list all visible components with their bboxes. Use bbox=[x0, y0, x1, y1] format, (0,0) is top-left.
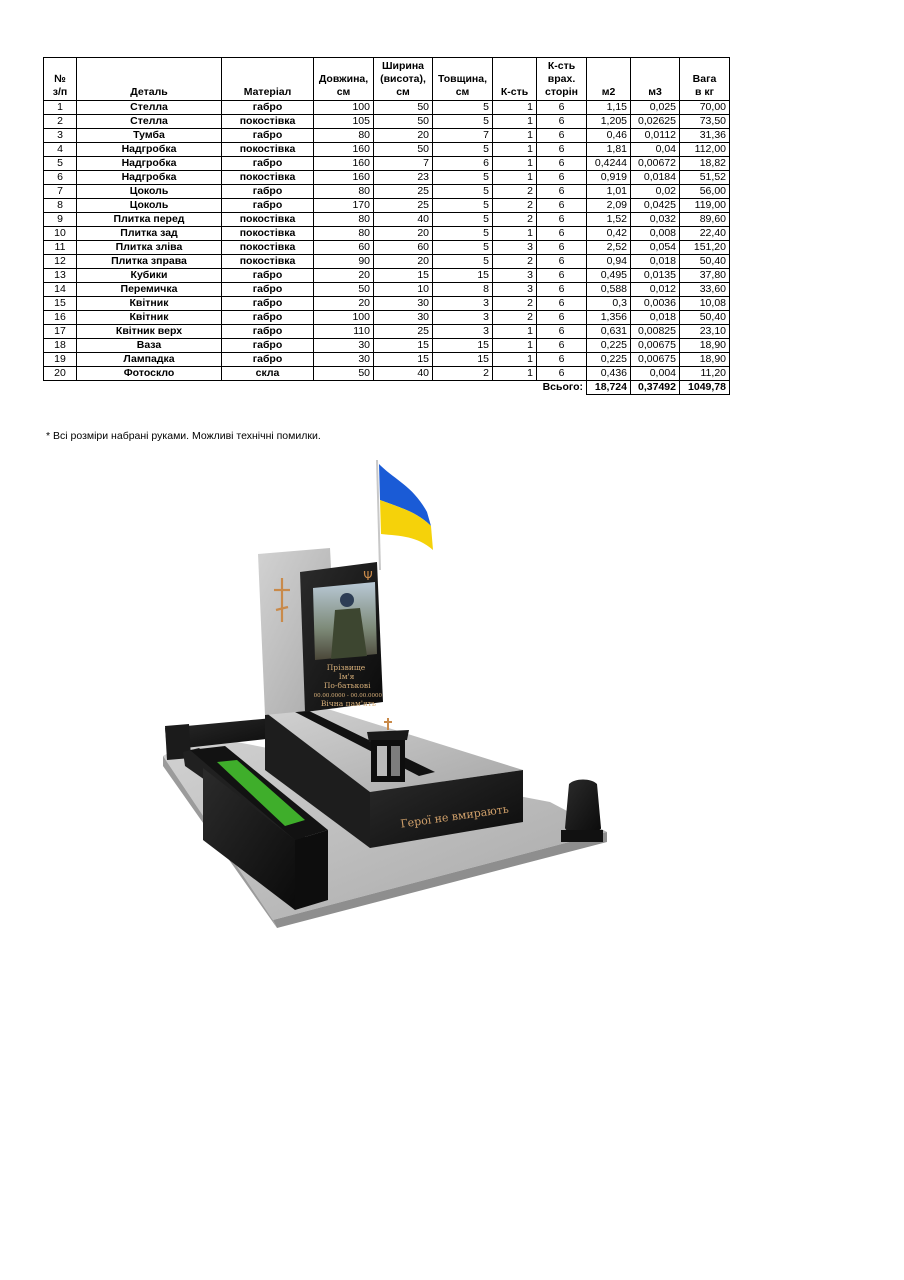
cell-thickness: 15 bbox=[433, 353, 493, 367]
header-line: Довжина, bbox=[318, 73, 369, 85]
cell-detail: Надгробка bbox=[77, 157, 222, 171]
cell-num: 11 bbox=[44, 241, 77, 255]
cell-width: 25 bbox=[374, 325, 433, 339]
cell-thickness: 8 bbox=[433, 283, 493, 297]
cell-length: 160 bbox=[314, 171, 374, 185]
cell-width: 40 bbox=[374, 367, 433, 381]
header-width bbox=[374, 58, 433, 101]
cell-length: 80 bbox=[314, 185, 374, 199]
table-row bbox=[44, 353, 730, 367]
cell-qty: 1 bbox=[493, 339, 537, 353]
cell-width: 50 bbox=[374, 115, 433, 129]
trident-icon: Ψ bbox=[363, 569, 373, 583]
cell-qty: 1 bbox=[493, 171, 537, 185]
tomb-inscription: Герої не вмирають bbox=[399, 802, 510, 831]
cell-m3: 0,02 bbox=[631, 185, 680, 199]
cell-m3: 0,0425 bbox=[631, 199, 680, 213]
table-row bbox=[44, 269, 730, 283]
header-line: сторін bbox=[545, 86, 578, 98]
header-detail bbox=[77, 58, 222, 101]
cell-num: 13 bbox=[44, 269, 77, 283]
cell-qty: 2 bbox=[493, 213, 537, 227]
cell-qty: 1 bbox=[493, 367, 537, 381]
cell-m3: 0,018 bbox=[631, 255, 680, 269]
cell-material: скла bbox=[222, 367, 314, 381]
cell-detail: Стелла bbox=[77, 115, 222, 129]
cell-sides: 6 bbox=[537, 311, 587, 325]
cell-qty: 2 bbox=[493, 255, 537, 269]
cell-thickness: 5 bbox=[433, 171, 493, 185]
cell-qty: 1 bbox=[493, 157, 537, 171]
cell-width: 25 bbox=[374, 185, 433, 199]
table-row bbox=[44, 213, 730, 227]
cell-sides: 6 bbox=[537, 283, 587, 297]
memorial-render bbox=[155, 450, 625, 940]
cell-width: 15 bbox=[374, 353, 433, 367]
cell-weight: 37,80 bbox=[680, 269, 730, 283]
cell-thickness: 5 bbox=[433, 115, 493, 129]
cell-thickness: 3 bbox=[433, 325, 493, 339]
header-weight bbox=[680, 58, 730, 101]
cell-num: 20 bbox=[44, 367, 77, 381]
cell-weight: 89,60 bbox=[680, 213, 730, 227]
total-label: Всього: bbox=[542, 381, 583, 394]
cell-num: 6 bbox=[44, 171, 77, 185]
cell-m2: 2,52 bbox=[587, 241, 631, 255]
header-line: Вага bbox=[692, 73, 717, 85]
table-row bbox=[44, 185, 730, 199]
cell-length: 100 bbox=[314, 311, 374, 325]
cell-sides: 6 bbox=[537, 325, 587, 339]
cell-length: 170 bbox=[314, 199, 374, 213]
header-line: (висота), bbox=[380, 73, 426, 85]
cell-thickness: 5 bbox=[433, 185, 493, 199]
cell-m2: 1,01 bbox=[587, 185, 631, 199]
header-length bbox=[314, 58, 374, 101]
cell-m3: 0,02625 bbox=[631, 115, 680, 129]
cell-m2: 0,42 bbox=[587, 227, 631, 241]
cell-sides: 6 bbox=[537, 185, 587, 199]
cell-m2: 0,225 bbox=[587, 353, 631, 367]
cell-m3: 0,0036 bbox=[631, 297, 680, 311]
cell-qty: 1 bbox=[493, 227, 537, 241]
cell-m3: 0,008 bbox=[631, 227, 680, 241]
plaque-line: Ім'я bbox=[338, 672, 355, 681]
header-line: Матеріал bbox=[243, 86, 292, 98]
cell-sides: 6 bbox=[537, 101, 587, 115]
header-line: № bbox=[54, 73, 66, 85]
header-line: врах. bbox=[547, 73, 576, 85]
cell-thickness: 5 bbox=[433, 241, 493, 255]
cell-qty: 2 bbox=[493, 185, 537, 199]
header-thickness bbox=[433, 58, 493, 101]
cell-sides: 6 bbox=[537, 199, 587, 213]
cell-detail: Перемичка bbox=[77, 283, 222, 297]
cell-sides: 6 bbox=[537, 241, 587, 255]
cell-length: 100 bbox=[314, 101, 374, 115]
cell-thickness: 5 bbox=[433, 227, 493, 241]
cell-detail: Фотоскло bbox=[77, 367, 222, 381]
cell-weight: 23,10 bbox=[680, 325, 730, 339]
cell-width: 40 bbox=[374, 213, 433, 227]
cell-detail: Тумба bbox=[77, 129, 222, 143]
header-sides bbox=[537, 58, 587, 101]
cell-material: покостівка bbox=[222, 227, 314, 241]
cell-m3: 0,0135 bbox=[631, 269, 680, 283]
cell-m3: 0,004 bbox=[631, 367, 680, 381]
cell-detail: Квітник верх bbox=[77, 325, 222, 339]
cell-length: 110 bbox=[314, 325, 374, 339]
cell-thickness: 5 bbox=[433, 143, 493, 157]
cell-m2: 1,205 bbox=[587, 115, 631, 129]
plaque-line: Вічна пам'ять bbox=[320, 699, 376, 708]
cell-qty: 1 bbox=[493, 325, 537, 339]
cell-m2: 0,225 bbox=[587, 339, 631, 353]
total-weight: 1049,78 bbox=[680, 381, 730, 395]
header-line: К-сть bbox=[500, 86, 529, 98]
cell-weight: 51,52 bbox=[680, 171, 730, 185]
table-row bbox=[44, 157, 730, 171]
cell-detail: Стелла bbox=[77, 101, 222, 115]
cell-material: габро bbox=[222, 325, 314, 339]
flower-bed-side bbox=[295, 830, 328, 910]
cell-m3: 0,00675 bbox=[631, 339, 680, 353]
total-m3: 0,37492 bbox=[631, 381, 680, 395]
total-row bbox=[44, 381, 730, 395]
cell-thickness: 5 bbox=[433, 101, 493, 115]
cell-width: 20 bbox=[374, 227, 433, 241]
header-line: см bbox=[336, 86, 351, 98]
cell-m2: 0,919 bbox=[587, 171, 631, 185]
cell-m3: 0,04 bbox=[631, 143, 680, 157]
table-row bbox=[44, 143, 730, 157]
cell-m2: 1,356 bbox=[587, 311, 631, 325]
cell-qty: 2 bbox=[493, 311, 537, 325]
cell-length: 160 bbox=[314, 143, 374, 157]
footnote: * Всі розміри набрані руками. Можливі технічні помилки. bbox=[46, 430, 321, 442]
cell-length: 80 bbox=[314, 227, 374, 241]
cell-material: габро bbox=[222, 339, 314, 353]
cell-num: 12 bbox=[44, 255, 77, 269]
cell-length: 50 bbox=[314, 283, 374, 297]
cell-num: 2 bbox=[44, 115, 77, 129]
header-line: м2 bbox=[601, 86, 616, 98]
cell-weight: 50,40 bbox=[680, 311, 730, 325]
cell-sides: 6 bbox=[537, 227, 587, 241]
cell-material: покостівка bbox=[222, 171, 314, 185]
cell-weight: 11,20 bbox=[680, 367, 730, 381]
cell-detail: Плитка зліва bbox=[77, 241, 222, 255]
cell-weight: 119,00 bbox=[680, 199, 730, 213]
cell-material: покостівка bbox=[222, 115, 314, 129]
cell-sides: 6 bbox=[537, 115, 587, 129]
cell-weight: 70,00 bbox=[680, 101, 730, 115]
cell-detail: Плитка перед bbox=[77, 213, 222, 227]
cell-sides: 6 bbox=[537, 269, 587, 283]
cell-m2: 0,46 bbox=[587, 129, 631, 143]
table-row bbox=[44, 325, 730, 339]
cell-thickness: 3 bbox=[433, 311, 493, 325]
cell-length: 30 bbox=[314, 353, 374, 367]
cell-num: 16 bbox=[44, 311, 77, 325]
total-m2: 18,724 bbox=[587, 381, 631, 395]
cell-m2: 1,15 bbox=[587, 101, 631, 115]
table-row bbox=[44, 115, 730, 129]
cell-weight: 50,40 bbox=[680, 255, 730, 269]
cell-m2: 0,436 bbox=[587, 367, 631, 381]
cell-num: 3 bbox=[44, 129, 77, 143]
cell-num: 9 bbox=[44, 213, 77, 227]
cell-width: 10 bbox=[374, 283, 433, 297]
cell-sides: 6 bbox=[537, 367, 587, 381]
cell-num: 1 bbox=[44, 101, 77, 115]
specification-table bbox=[43, 57, 730, 395]
cell-detail: Лампадка bbox=[77, 353, 222, 367]
cell-qty: 2 bbox=[493, 199, 537, 213]
cell-m3: 0,032 bbox=[631, 213, 680, 227]
cell-sides: 6 bbox=[537, 143, 587, 157]
cell-length: 20 bbox=[314, 269, 374, 283]
cell-material: габро bbox=[222, 101, 314, 115]
cell-material: габро bbox=[222, 311, 314, 325]
cell-thickness: 7 bbox=[433, 129, 493, 143]
header-line: з/п bbox=[52, 86, 68, 98]
cell-qty: 1 bbox=[493, 143, 537, 157]
cell-detail: Квітник bbox=[77, 297, 222, 311]
cell-width: 60 bbox=[374, 241, 433, 255]
cell-m3: 0,012 bbox=[631, 283, 680, 297]
cell-detail: Надгробка bbox=[77, 143, 222, 157]
cell-width: 25 bbox=[374, 199, 433, 213]
header-num bbox=[44, 58, 77, 101]
cell-m2: 0,3 bbox=[587, 297, 631, 311]
cell-num: 15 bbox=[44, 297, 77, 311]
header-line: Товщина, bbox=[437, 73, 488, 85]
cell-material: габро bbox=[222, 269, 314, 283]
cell-m2: 0,495 bbox=[587, 269, 631, 283]
cell-m3: 0,054 bbox=[631, 241, 680, 255]
cell-material: габро bbox=[222, 353, 314, 367]
cell-material: габро bbox=[222, 297, 314, 311]
cell-weight: 22,40 bbox=[680, 227, 730, 241]
cell-num: 18 bbox=[44, 339, 77, 353]
cell-thickness: 5 bbox=[433, 255, 493, 269]
cell-length: 105 bbox=[314, 115, 374, 129]
table-row bbox=[44, 129, 730, 143]
cell-qty: 3 bbox=[493, 283, 537, 297]
cell-thickness: 6 bbox=[433, 157, 493, 171]
table-row bbox=[44, 171, 730, 185]
cell-m2: 0,4244 bbox=[587, 157, 631, 171]
table-header bbox=[44, 58, 730, 101]
cell-num: 10 bbox=[44, 227, 77, 241]
cell-sides: 6 bbox=[537, 171, 587, 185]
cell-m3: 0,018 bbox=[631, 311, 680, 325]
cell-length: 80 bbox=[314, 129, 374, 143]
cell-qty: 3 bbox=[493, 241, 537, 255]
cell-length: 60 bbox=[314, 241, 374, 255]
cell-m2: 0,588 bbox=[587, 283, 631, 297]
cell-weight: 151,20 bbox=[680, 241, 730, 255]
portrait-figure-head bbox=[340, 593, 354, 607]
header-material bbox=[222, 58, 314, 101]
cell-sides: 6 bbox=[537, 213, 587, 227]
cell-material: габро bbox=[222, 157, 314, 171]
cell-material: покостівка bbox=[222, 213, 314, 227]
cell-material: габро bbox=[222, 129, 314, 143]
cell-width: 7 bbox=[374, 157, 433, 171]
header-line: Деталь bbox=[130, 86, 168, 98]
cell-m2: 1,52 bbox=[587, 213, 631, 227]
cell-weight: 18,90 bbox=[680, 339, 730, 353]
cell-sides: 6 bbox=[537, 353, 587, 367]
cell-width: 23 bbox=[374, 171, 433, 185]
cell-width: 20 bbox=[374, 255, 433, 269]
cell-m3: 0,0112 bbox=[631, 129, 680, 143]
cell-m3: 0,0184 bbox=[631, 171, 680, 185]
cell-m3: 0,00825 bbox=[631, 325, 680, 339]
cell-thickness: 15 bbox=[433, 269, 493, 283]
header-line: в кг bbox=[694, 86, 714, 98]
cell-qty: 1 bbox=[493, 101, 537, 115]
table-row bbox=[44, 339, 730, 353]
cell-sides: 6 bbox=[537, 255, 587, 269]
cell-qty: 1 bbox=[493, 115, 537, 129]
cell-num: 4 bbox=[44, 143, 77, 157]
cell-thickness: 5 bbox=[433, 199, 493, 213]
cell-detail: Ваза bbox=[77, 339, 222, 353]
cell-qty: 1 bbox=[493, 353, 537, 367]
cell-detail: Надгробка bbox=[77, 171, 222, 185]
cell-detail: Кубики bbox=[77, 269, 222, 283]
cell-weight: 33,60 bbox=[680, 283, 730, 297]
cell-width: 50 bbox=[374, 101, 433, 115]
cell-m3: 0,025 bbox=[631, 101, 680, 115]
cell-material: габро bbox=[222, 185, 314, 199]
cell-m2: 0,94 bbox=[587, 255, 631, 269]
table-row bbox=[44, 283, 730, 297]
table-row bbox=[44, 255, 730, 269]
cell-width: 20 bbox=[374, 129, 433, 143]
cell-qty: 1 bbox=[493, 129, 537, 143]
cell-material: покостівка bbox=[222, 143, 314, 157]
header-m2 bbox=[587, 58, 631, 101]
header-m3 bbox=[631, 58, 680, 101]
header-line: Ширина bbox=[381, 60, 425, 72]
table-row bbox=[44, 199, 730, 213]
table-row bbox=[44, 227, 730, 241]
cell-weight: 56,00 bbox=[680, 185, 730, 199]
cell-width: 15 bbox=[374, 339, 433, 353]
cell-weight: 18,90 bbox=[680, 353, 730, 367]
cell-length: 20 bbox=[314, 297, 374, 311]
table-row bbox=[44, 311, 730, 325]
cell-material: габро bbox=[222, 199, 314, 213]
cell-m2: 2,09 bbox=[587, 199, 631, 213]
cell-width: 50 bbox=[374, 143, 433, 157]
cell-sides: 6 bbox=[537, 129, 587, 143]
cell-num: 14 bbox=[44, 283, 77, 297]
cell-weight: 18,82 bbox=[680, 157, 730, 171]
cell-m3: 0,00672 bbox=[631, 157, 680, 171]
cell-length: 30 bbox=[314, 339, 374, 353]
header-qty bbox=[493, 58, 537, 101]
cell-detail: Плитка зправа bbox=[77, 255, 222, 269]
cell-num: 7 bbox=[44, 185, 77, 199]
table-body bbox=[44, 101, 730, 381]
cell-weight: 10,08 bbox=[680, 297, 730, 311]
cell-thickness: 3 bbox=[433, 297, 493, 311]
header-line: К-сть bbox=[547, 60, 576, 72]
cell-num: 8 bbox=[44, 199, 77, 213]
cell-width: 30 bbox=[374, 311, 433, 325]
cell-weight: 73,50 bbox=[680, 115, 730, 129]
cell-material: габро bbox=[222, 283, 314, 297]
cell-sides: 6 bbox=[537, 157, 587, 171]
cell-width: 30 bbox=[374, 297, 433, 311]
cell-material: покостівка bbox=[222, 241, 314, 255]
cell-material: покостівка bbox=[222, 255, 314, 269]
cell-m2: 1,81 bbox=[587, 143, 631, 157]
cell-weight: 31,36 bbox=[680, 129, 730, 143]
cell-qty: 3 bbox=[493, 269, 537, 283]
table-row bbox=[44, 241, 730, 255]
cell-num: 19 bbox=[44, 353, 77, 367]
plaque-line: 00.00.0000 - 00.00.0000 bbox=[313, 693, 382, 699]
cell-thickness: 5 bbox=[433, 213, 493, 227]
table-row bbox=[44, 297, 730, 311]
cell-thickness: 2 bbox=[433, 367, 493, 381]
cell-detail: Квітник bbox=[77, 311, 222, 325]
cell-num: 5 bbox=[44, 157, 77, 171]
cell-width: 15 bbox=[374, 269, 433, 283]
table-row bbox=[44, 101, 730, 115]
plaque-line: По-батькові bbox=[323, 681, 371, 690]
cell-num: 17 bbox=[44, 325, 77, 339]
cell-sides: 6 bbox=[537, 339, 587, 353]
cell-length: 50 bbox=[314, 367, 374, 381]
cell-detail: Плитка зад bbox=[77, 227, 222, 241]
cell-length: 160 bbox=[314, 157, 374, 171]
cell-thickness: 15 bbox=[433, 339, 493, 353]
vase bbox=[561, 780, 603, 843]
cell-sides: 6 bbox=[537, 297, 587, 311]
cell-detail: Цоколь bbox=[77, 185, 222, 199]
cell-length: 80 bbox=[314, 213, 374, 227]
cell-weight: 112,00 bbox=[680, 143, 730, 157]
cell-m3: 0,00675 bbox=[631, 353, 680, 367]
plaque-line: Прізвище bbox=[326, 663, 366, 672]
header-line: см bbox=[396, 86, 410, 98]
header-line: м3 bbox=[648, 86, 662, 98]
table-row bbox=[44, 367, 730, 381]
header-line: см bbox=[455, 86, 470, 98]
cell-qty: 2 bbox=[493, 297, 537, 311]
cell-m2: 0,631 bbox=[587, 325, 631, 339]
cell-length: 90 bbox=[314, 255, 374, 269]
cell-detail: Цоколь bbox=[77, 199, 222, 213]
